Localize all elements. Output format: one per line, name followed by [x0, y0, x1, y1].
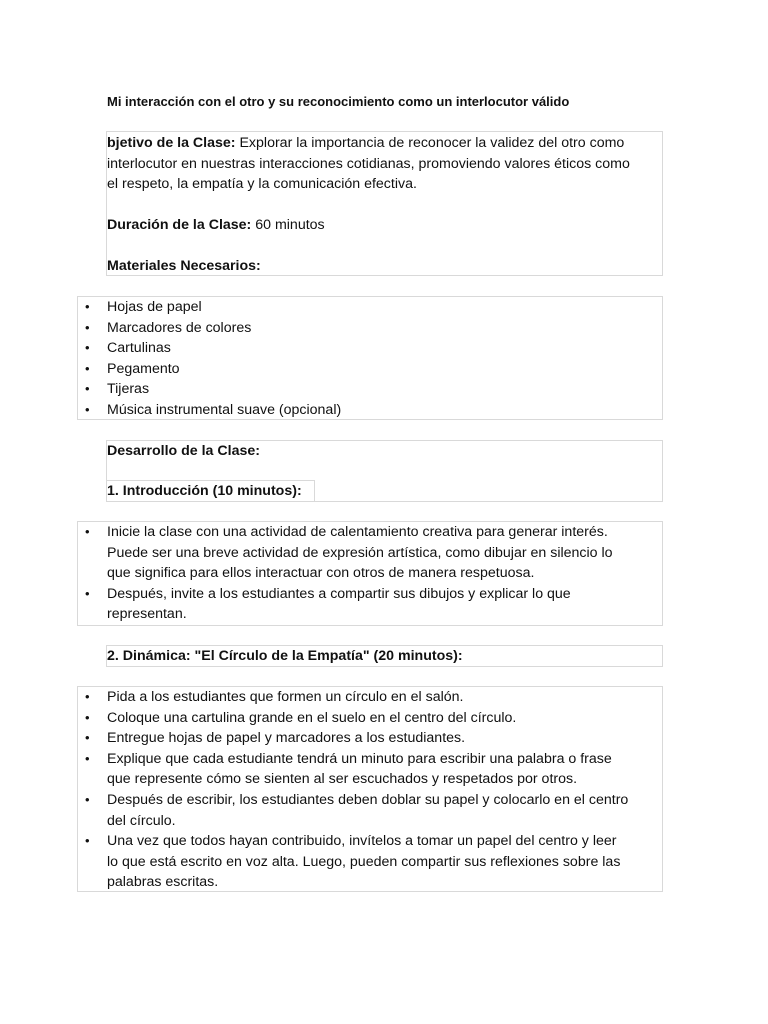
- list-item: • Cartulinas: [78, 338, 662, 359]
- materials-list: [78, 297, 662, 421]
- bullet-icon: •: [85, 833, 90, 849]
- bullet-icon: •: [85, 750, 90, 766]
- bullet-icon: •: [85, 730, 90, 746]
- objective-paragraph: [107, 133, 667, 195]
- bullet-icon: •: [85, 401, 90, 417]
- list-item: • Música instrumental suave (opcional): [78, 400, 662, 421]
- list-item: • Entregue hojas de papel y marcadores a los estudiantes.: [78, 728, 662, 749]
- development-heading: Desarrollo de la Clase:: [107, 443, 260, 459]
- list-item: • Después de escribir, los estudiantes deben doblar su papel y colocarlo en el centro del círculo.: [85, 791, 629, 829]
- objective-text-line-3: el respeto, la empatía y la comunicación efectiva.: [107, 176, 417, 193]
- bullet-icon: •: [85, 689, 90, 704]
- section2-heading: 2. Dinámica: "El Círculo de la Empatía" (20 minutos):: [107, 648, 463, 664]
- duration-label: Duración de la Clase:: [107, 217, 252, 233]
- list-item: • Después, invite a los estudiantes a compartir sus dibujos y explicar lo que representan.: [85, 585, 571, 623]
- bullet-icon: •: [85, 340, 90, 356]
- list-item: • Coloque una cartulina grande en el suelo en el centro del círculo.: [78, 708, 662, 729]
- list-item: • Pegamento: [78, 359, 662, 380]
- duration-value: 60 minutos: [251, 217, 325, 233]
- objective-label: bjetivo de la Clase:: [107, 135, 236, 151]
- bullet-icon: •: [85, 524, 90, 539]
- objective-text-line-1: Explorar la importancia de reconocer la validez del otro como: [235, 135, 625, 151]
- list-item: • Marcadores de colores: [78, 318, 662, 339]
- list-item: • Una vez que todos hayan contribuido, invítelos a tomar un papel del centro y leer lo que está escrito en voz alta. Luego, pueden compartir sus reflexiones sobre las palabras escritas.: [85, 833, 621, 891]
- duration-paragraph: [107, 215, 325, 236]
- list-item: • Hojas de papel: [78, 297, 662, 318]
- list-item: • Pida a los estudiantes que formen un círculo en el salón.: [78, 687, 662, 708]
- list-item: • Tijeras: [78, 379, 662, 400]
- materials-label: Materiales Necesarios:: [107, 258, 261, 274]
- list-item: • Inicie la clase con una actividad de calentamiento creativa para generar interés. Puede ser una breve actividad de expresión artística, como dibujar en silencio lo que significa para ellos interactuar con otros de manera respetuosa.: [85, 524, 613, 582]
- bullet-icon: •: [85, 585, 90, 601]
- bullet-icon: •: [85, 791, 90, 807]
- bullet-icon: •: [85, 319, 90, 335]
- list-item: • Explique que cada estudiante tendrá un minuto para escribir una palabra o frase que represente cómo se sienten al ser escuchados y respetados por otros.: [85, 750, 612, 788]
- section1-list: [78, 522, 662, 625]
- bullet-icon: •: [85, 381, 90, 397]
- section1-heading: 1. Introducción (10 minutos):: [107, 483, 302, 499]
- bullet-icon: •: [85, 360, 90, 376]
- section2-list: [78, 687, 662, 893]
- materials-heading: [107, 256, 261, 277]
- bullet-icon: •: [85, 709, 90, 725]
- objective-text-line-2: interlocutor en nuestras interacciones cotidianas, promoviendo valores éticos como: [107, 155, 630, 172]
- bullet-icon: •: [85, 299, 90, 314]
- document-title: Mi interacción con el otro y su reconocimiento como un interlocutor válido: [107, 94, 570, 109]
